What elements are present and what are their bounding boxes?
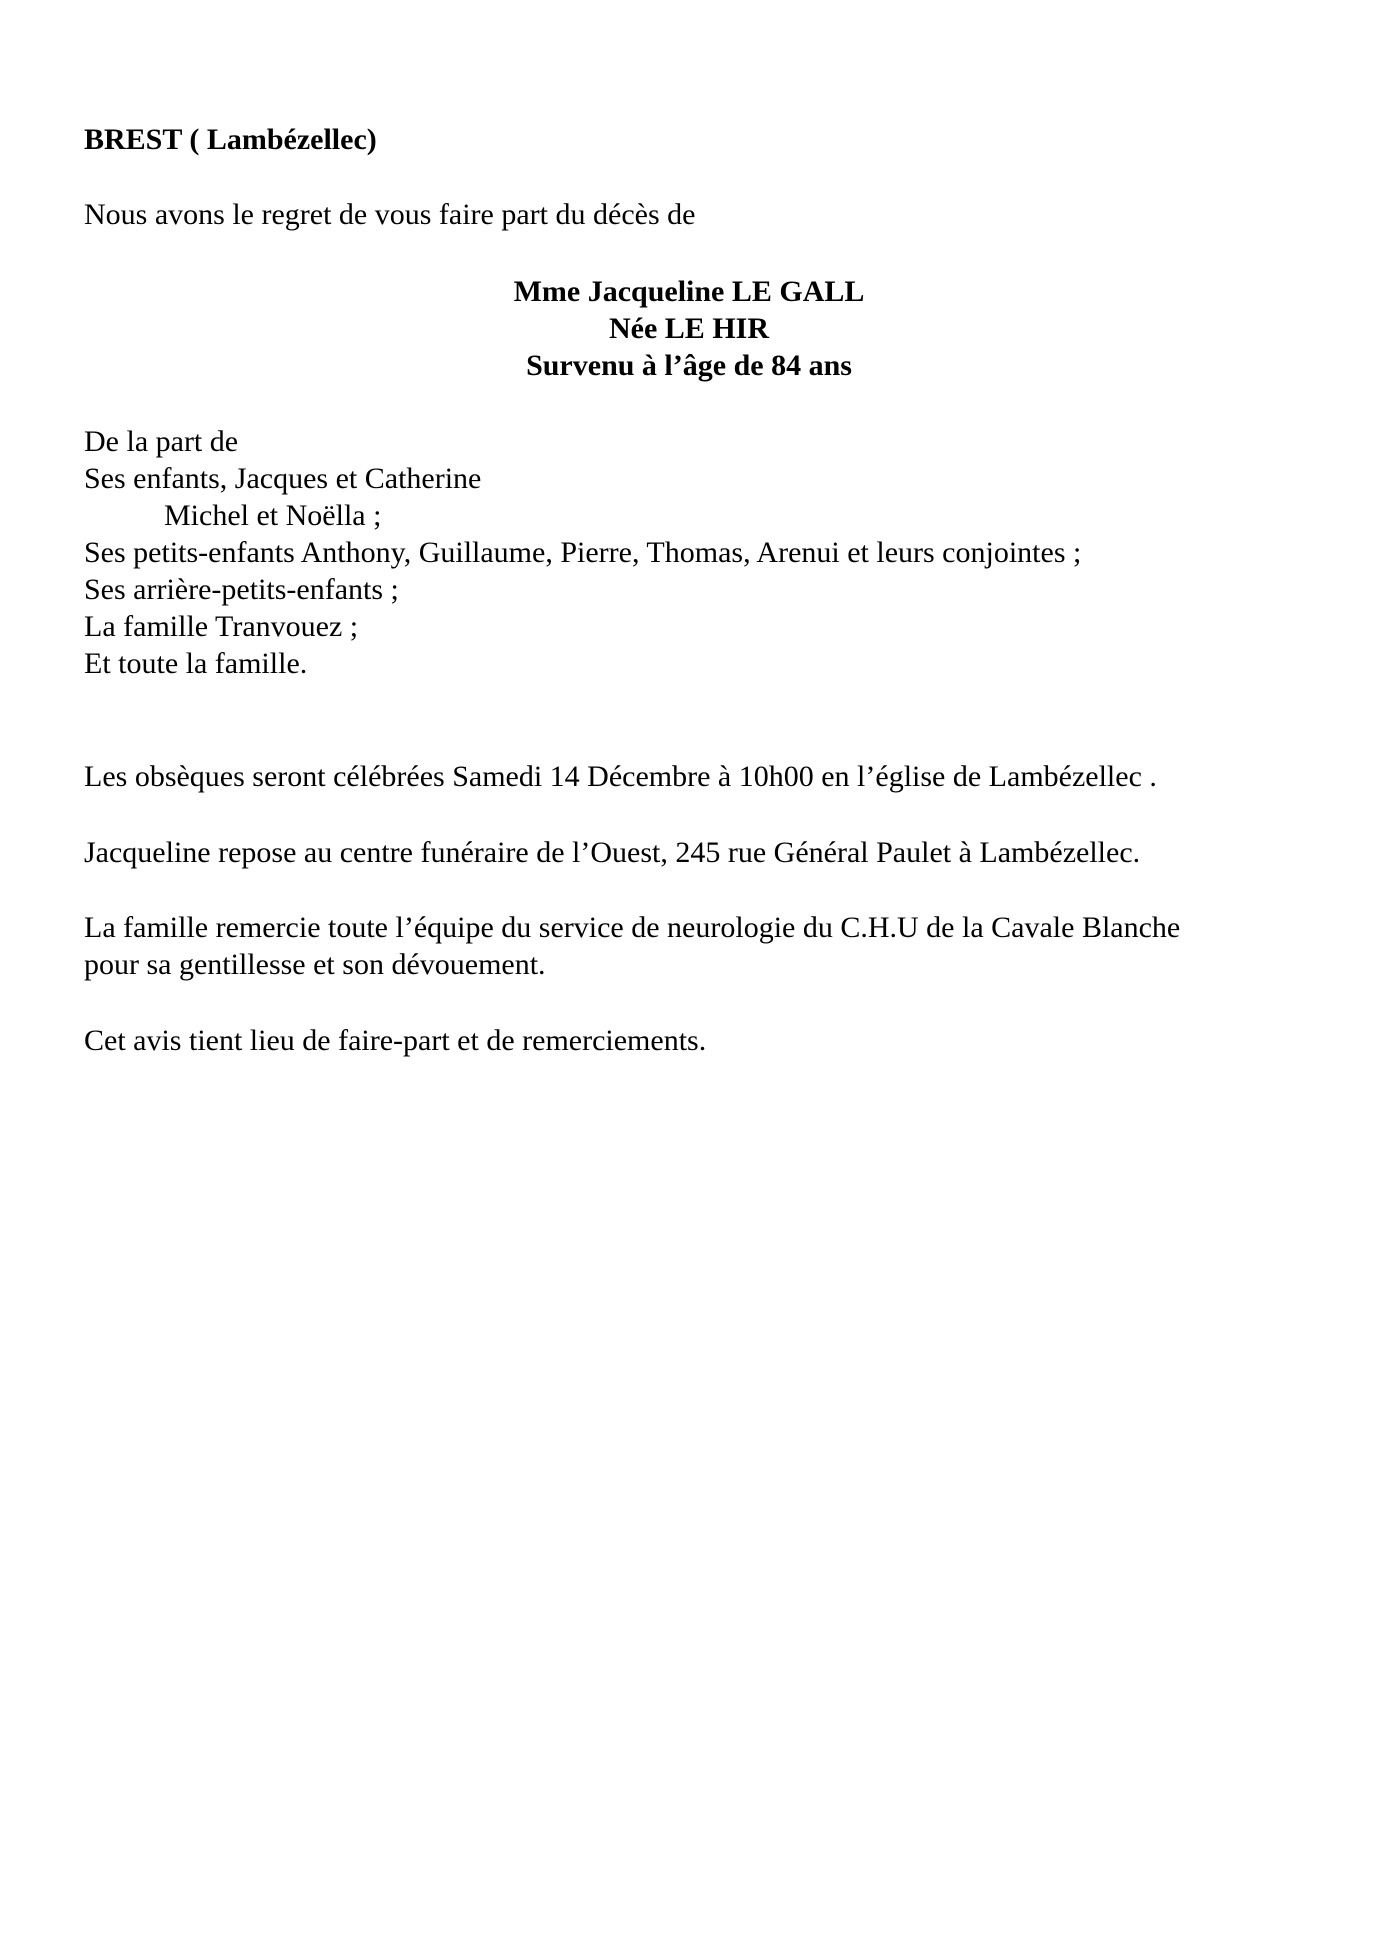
family-children: Ses enfants, Jacques et Catherine	[84, 462, 482, 495]
rest-text: Jacqueline repose au centre funéraire de l’Ouest, 245 rue Général Paulet à Lambézellec.	[84, 836, 1141, 869]
deceased-age: Survenu à l’âge de 84 ans	[526, 349, 852, 382]
funeral-text: Les obsèques seront célébrées Samedi 14 Décembre à 10h00 en l’église de Lambézellec .	[84, 760, 1157, 793]
location-heading: BREST ( Lambézellec)	[84, 123, 377, 156]
thanks-line-2: pour sa gentillesse et son dévouement.	[84, 948, 546, 981]
deceased-maiden-name: Née LE HIR	[609, 312, 769, 345]
thanks-line-1: La famille remercie toute l’équipe du service de neurologie du C.H.U de la Cavale Blanche	[84, 911, 1181, 944]
intro-text: Nous avons le regret de vous faire part du décès de	[84, 198, 696, 231]
family-great-grandchildren: Ses arrière-petits-enfants ;	[84, 573, 399, 606]
deceased-name: Mme Jacqueline LE GALL	[513, 275, 865, 308]
closing-text: Cet avis tient lieu de faire-part et de remerciements.	[84, 1024, 707, 1057]
family-children-cont: Michel et Noëlla ;	[164, 499, 382, 532]
family-grandchildren: Ses petits-enfants Anthony, Guillaume, Pierre, Thomas, Arenui et leurs conjointes ;	[84, 536, 1082, 569]
family-other: La famille Tranvouez ;	[84, 610, 359, 643]
family-from: De la part de	[84, 425, 239, 458]
family-all: Et toute la famille.	[84, 647, 308, 680]
